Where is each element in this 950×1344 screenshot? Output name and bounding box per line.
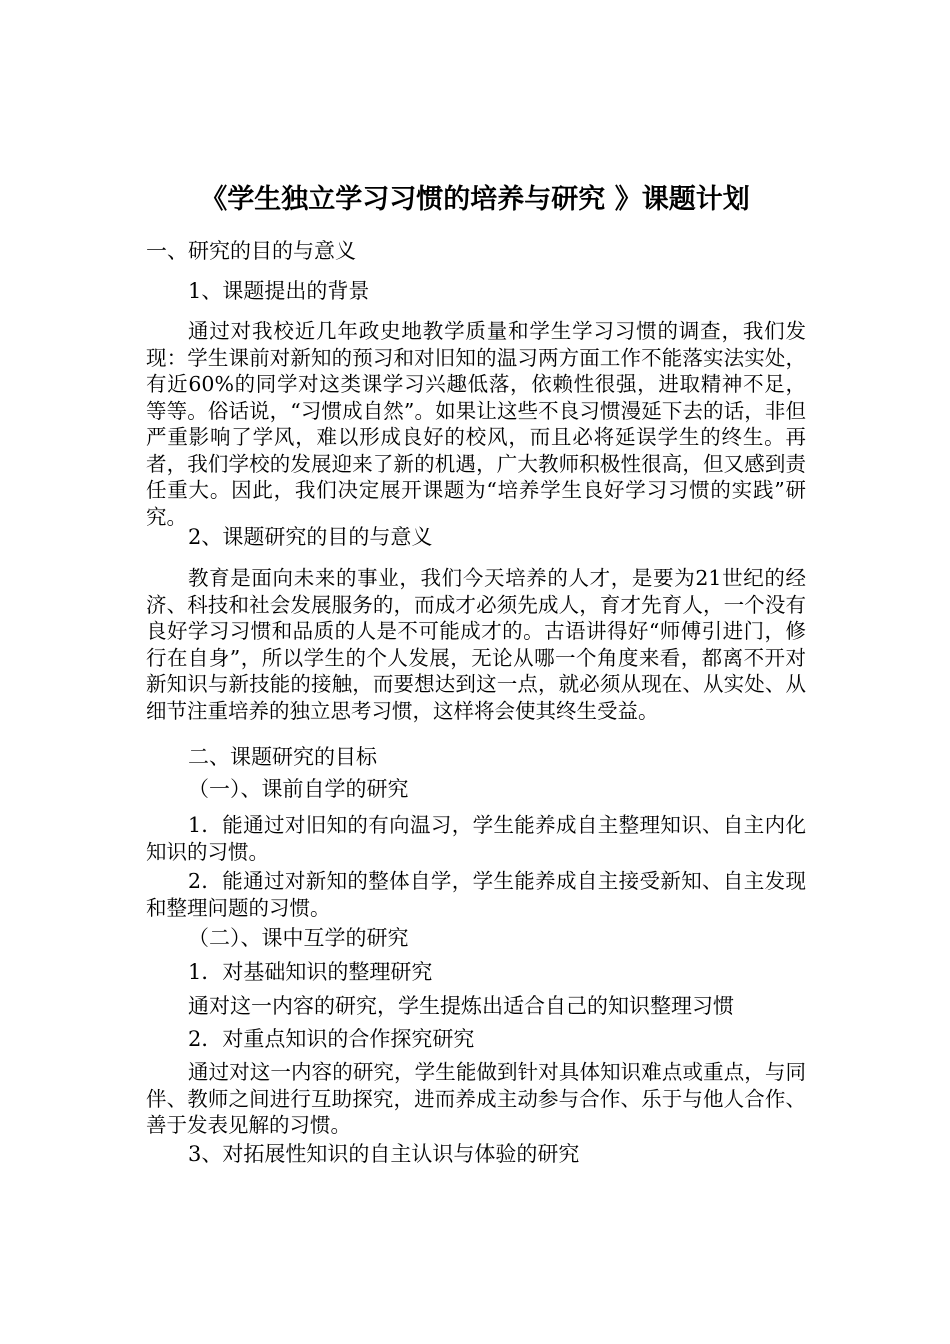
goal-item-2: 2．能通过对新知的整体自学，学生能养成自主接受新知、自主发现和整理问题的习惯。: [146, 869, 806, 920]
item3-text: 通对这一内容的研究，学生提炼出适合自己的知识整理习惯: [188, 994, 734, 1018]
paragraph-background: 通过对我校近几年政史地教学质量和学生学习习惯的调查，我们发现：学生课前对新知的预习和对旧知的温习两方面工作不能落实法实处，有近60%的同学对这类课学习兴趣低落，依赖性很强，进取精神不足，等等。俗话说，“习惯成自然”。如果让这些不良习惯漫延下去的话，非但严重影响了学风，难以形成良好的校风，而且必将延误学生的终生。再者，我们学校的发展迎来了新的机遇，广大教师积极性很高，但又感到责任重大。因此，我们决定展开课题为“培养学生良好学习习惯的实践”研究。: [146, 319, 806, 529]
section2-heading: 二、课题研究的目标: [188, 745, 377, 769]
sub2-heading: 2、课题研究的目的与意义: [188, 525, 433, 549]
item5-heading: 3、对拓展性知识的自主认识与体验的研究: [188, 1142, 580, 1166]
document-title: 《学生独立学习习惯的培养与研究 》课题计划: [200, 184, 750, 215]
part1-heading: （一）、课前自学的研究: [188, 777, 409, 801]
goal-item-1: 1．能通过对旧知的有向温习，学生能养成自主整理知识、自主内化知识的习惯。: [146, 813, 806, 864]
paragraph-purpose: 教育是面向未来的事业，我们今天培养的人才，是要为21世纪的经济、科技和社会发展服务的，而成才必须先成人，育才先育人，一个没有良好学习习惯和品质的人是不可能成才的。古语讲得好“师傅引进门，修行在自身”，所以学生的个人发展，无论从哪一个角度来看，都离不开对新知识与新技能的接触，而要想达到这一点，就必须从现在、从实处、从细节注重培养的独立思考习惯，这样将会使其终生受益。: [146, 566, 806, 723]
part2-heading: （二）、课中互学的研究: [188, 926, 409, 950]
section1-heading: 一、研究的目的与意义: [146, 239, 356, 263]
sub1-heading: 1、课题提出的背景: [188, 279, 370, 303]
item4-text: 通过对这一内容的研究，学生能做到针对具体知识难点或重点，与同伴、教师之间进行互助探究，进而养成主动参与合作、乐于与他人合作、善于发表见解的习惯。: [146, 1060, 806, 1137]
item4-heading: 2．对重点知识的合作探究研究: [188, 1027, 475, 1051]
item3-heading: 1．对基础知识的整理研究: [188, 960, 433, 984]
